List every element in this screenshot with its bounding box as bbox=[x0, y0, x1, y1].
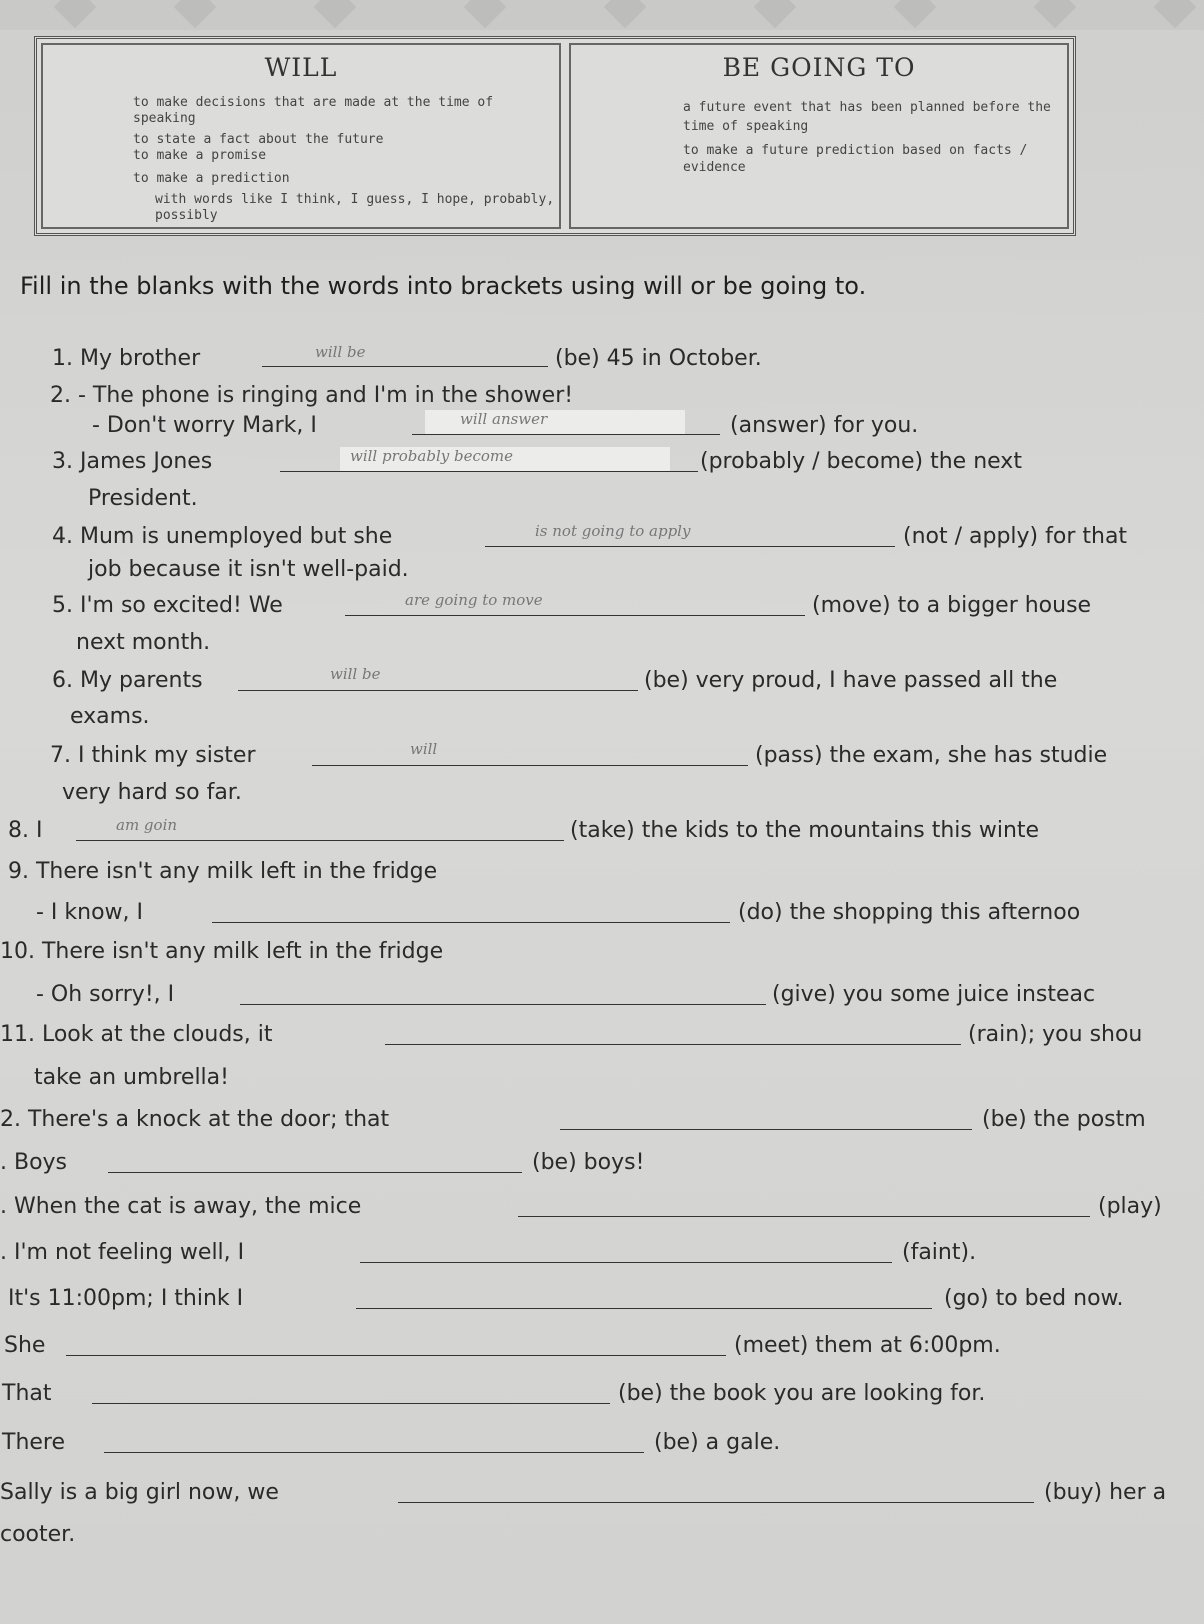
exercise-3-text: 3. James Jones bbox=[52, 449, 213, 474]
exercise-9-text: 9. There isn't any milk left in the fridge bbox=[8, 859, 438, 884]
exercise-4-verb: (not / apply) for that bbox=[903, 524, 1128, 549]
going-to-rule: evidence bbox=[683, 160, 746, 175]
exercise-7-blank[interactable] bbox=[312, 741, 748, 766]
exercise-14-verb: (play) bbox=[1098, 1194, 1162, 1219]
exercise-1-blank[interactable] bbox=[262, 344, 548, 367]
exercise-13-text: . Boys bbox=[0, 1150, 68, 1175]
exercise-16-blank[interactable] bbox=[356, 1284, 932, 1309]
will-rule: to make decisions that are made at the time of bbox=[133, 95, 494, 110]
instruction-text: Fill in the blanks with the words into brackets using will or be going to. bbox=[20, 272, 867, 300]
exercise-7-verb: (pass) the exam, she has studie bbox=[755, 743, 1108, 768]
will-rule: to make a prediction bbox=[133, 171, 290, 186]
exercise-20-verb: (buy) her a bbox=[1044, 1480, 1167, 1505]
exercise-17-text: She bbox=[4, 1333, 46, 1358]
exercise-20-blank[interactable] bbox=[398, 1478, 1034, 1503]
going-to-rule: to make a future prediction based on facts / bbox=[683, 143, 1028, 158]
will-column bbox=[41, 43, 561, 229]
exercise-19-verb: (be) a gale. bbox=[654, 1430, 781, 1455]
exercise-17-blank[interactable] bbox=[66, 1331, 726, 1356]
exercise-4-text: 4. Mum is unemployed but she bbox=[52, 524, 393, 549]
exercise-19-text: There bbox=[2, 1430, 66, 1455]
exercise-10-text: 10. There isn't any milk left in the fridge bbox=[0, 939, 444, 964]
top-decoration bbox=[0, 0, 1204, 30]
exercise-3-verb: (probably / become) the next bbox=[700, 449, 1022, 474]
exercise-8-verb: (take) the kids to the mountains this winte bbox=[570, 818, 1040, 843]
exercise-20-text: Sally is a big girl now, we bbox=[0, 1480, 279, 1505]
exercise-2-answer: will answer bbox=[460, 410, 548, 428]
grammar-table bbox=[34, 36, 1076, 236]
exercise-10-verb: (give) you some juice insteac bbox=[772, 982, 1096, 1007]
exercise-3-answer: will probably become bbox=[350, 447, 514, 465]
exercise-3-continued: President. bbox=[88, 486, 198, 511]
exercise-4-answer: is not going to apply bbox=[535, 522, 691, 540]
exercise-11-continued: take an umbrella! bbox=[34, 1065, 229, 1090]
exercise-8-text: 8. I bbox=[8, 818, 43, 843]
exercise-8-answer: am goin bbox=[116, 816, 178, 834]
exercise-19-blank[interactable] bbox=[104, 1428, 644, 1453]
exercise-9-verb: (do) the shopping this afternoo bbox=[738, 900, 1081, 925]
exercise-18-blank[interactable] bbox=[92, 1379, 610, 1404]
going-to-title: BE GOING TO bbox=[722, 53, 916, 82]
exercise-6-answer: will be bbox=[330, 665, 381, 683]
will-rule: with words like I think, I guess, I hope, probably, bbox=[155, 192, 555, 207]
exercise-7-continued: very hard so far. bbox=[62, 780, 242, 805]
exercise-6-text: 6. My parents bbox=[52, 668, 203, 693]
exercise-11-text: 11. Look at the clouds, it bbox=[0, 1022, 273, 1047]
exercise-1-answer: will be bbox=[315, 343, 366, 361]
exercise-11-verb: (rain); you shou bbox=[968, 1022, 1143, 1047]
going-to-rule: time of speaking bbox=[683, 119, 809, 134]
exercise-10-blank[interactable] bbox=[240, 980, 766, 1005]
exercise-12-verb: (be) the postm bbox=[982, 1107, 1146, 1132]
exercise-17-verb: (meet) them at 6:00pm. bbox=[734, 1333, 1001, 1358]
exercise-4-continued: job because it isn't well-paid. bbox=[88, 557, 409, 582]
exercise-5-verb: (move) to a bigger house bbox=[812, 593, 1092, 618]
exercise-7-text: 7. I think my sister bbox=[50, 743, 256, 768]
exercise-5-text: 5. I'm so excited! We bbox=[52, 593, 283, 618]
exercise-9-blank[interactable] bbox=[212, 898, 730, 923]
will-rule: possibly bbox=[155, 208, 218, 223]
exercise-5-continued: next month. bbox=[76, 630, 211, 655]
exercise-6-verb: (be) very proud, I have passed all the bbox=[644, 668, 1058, 693]
exercise-12-text: 2. There's a knock at the door; that bbox=[0, 1107, 390, 1132]
exercise-6-continued: exams. bbox=[70, 704, 150, 729]
exercise-15-verb: (faint). bbox=[902, 1240, 977, 1265]
exercise-9-reply: - I know, I bbox=[36, 900, 144, 925]
will-rule: speaking bbox=[133, 111, 196, 126]
exercise-5-answer: are going to move bbox=[405, 591, 543, 609]
exercise-2-verb: (answer) for you. bbox=[730, 413, 919, 438]
exercise-14-text: . When the cat is away, the mice bbox=[0, 1194, 362, 1219]
exercise-13-verb: (be) boys! bbox=[532, 1150, 645, 1175]
will-title: WILL bbox=[264, 53, 338, 82]
going-to-rule: a future event that has been planned before the bbox=[683, 100, 1051, 115]
will-rule: to state a fact about the future bbox=[133, 132, 384, 147]
exercise-20-continued: cooter. bbox=[0, 1522, 76, 1547]
exercise-11-blank[interactable] bbox=[385, 1020, 961, 1045]
exercise-2-blank[interactable] bbox=[412, 410, 720, 435]
going-to-column bbox=[569, 43, 1069, 229]
exercise-18-text: That bbox=[2, 1381, 52, 1406]
exercise-15-text: . I'm not feeling well, I bbox=[0, 1240, 245, 1265]
exercise-12-blank[interactable] bbox=[560, 1105, 972, 1130]
exercise-14-blank[interactable] bbox=[518, 1192, 1090, 1217]
exercise-2-text: 2. - The phone is ringing and I'm in the shower! bbox=[50, 383, 574, 408]
exercise-16-verb: (go) to bed now. bbox=[944, 1286, 1124, 1311]
exercise-16-text: It's 11:00pm; I think I bbox=[8, 1286, 244, 1311]
exercise-15-blank[interactable] bbox=[360, 1238, 892, 1263]
exercise-13-blank[interactable] bbox=[108, 1148, 522, 1173]
exercise-1-text: 1. My brother bbox=[52, 346, 201, 371]
exercise-2-reply: - Don't worry Mark, I bbox=[92, 413, 317, 438]
exercise-18-verb: (be) the book you are looking for. bbox=[618, 1381, 986, 1406]
exercise-7-answer: will bbox=[410, 740, 438, 758]
exercise-1-verb: (be) 45 in October. bbox=[555, 346, 762, 371]
will-rule: to make a promise bbox=[133, 148, 267, 163]
exercise-10-reply: - Oh sorry!, I bbox=[36, 982, 175, 1007]
exercise-6-blank[interactable] bbox=[238, 666, 638, 691]
